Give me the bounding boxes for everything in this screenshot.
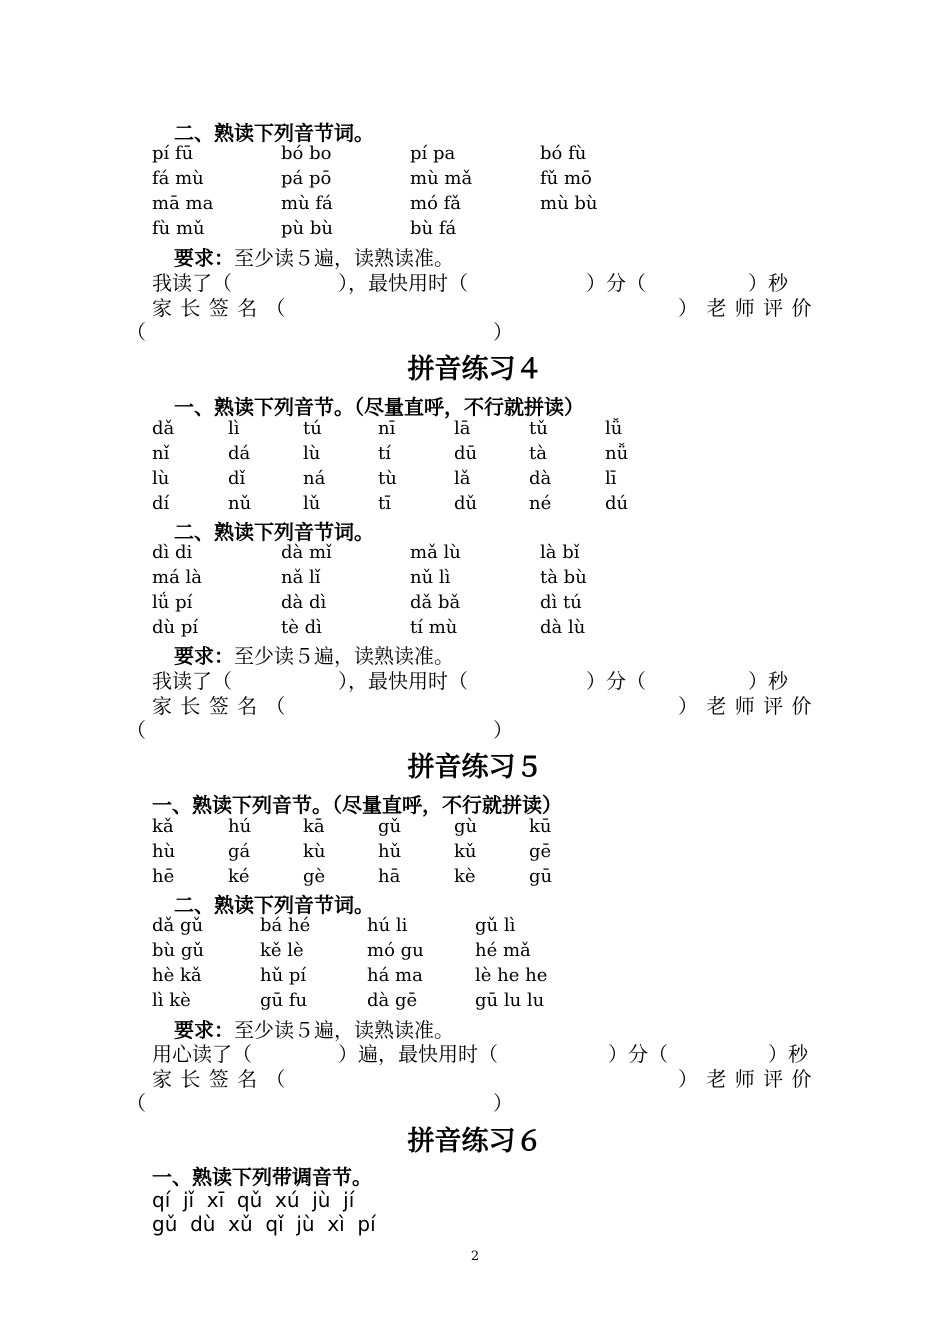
word-cell: mǎ lù: [410, 542, 461, 563]
syllable: kè: [454, 866, 476, 887]
requirement-label: 要求：: [174, 644, 234, 668]
word-cell: dǎ gǔ: [152, 915, 204, 936]
syllable: kǎ: [152, 816, 174, 837]
requirement-label: 要求：: [174, 246, 234, 270]
minutes-label: ）分（: [586, 669, 646, 693]
parent-signature-label: 家 长 签 名 （: [152, 1067, 287, 1091]
syllable: dǎ: [152, 418, 175, 439]
syllable: gù: [454, 816, 478, 837]
word-cell: bá hé: [260, 915, 311, 936]
syllable: dá: [228, 443, 251, 464]
read-count-label: 我读了（: [152, 271, 232, 295]
word-cell: lì kè: [152, 990, 191, 1011]
close-paren: ）: [493, 1091, 513, 1115]
syllable: lī: [605, 468, 617, 489]
section-heading: 一、熟读下列音节。（尽量直呼，不行就拼读）: [174, 395, 584, 419]
minutes-label: ）分（: [586, 271, 646, 295]
word-cell: hé mǎ: [475, 940, 531, 961]
syllable: kā: [303, 816, 325, 837]
open-paren: （: [126, 1091, 146, 1115]
open-paren: （: [126, 320, 146, 344]
syllable: hǔ: [378, 841, 402, 862]
syllable: tí: [378, 443, 391, 464]
minutes-label: ）分（: [608, 1042, 668, 1066]
syllable: kū: [529, 816, 552, 837]
word-cell: pù bù: [281, 218, 333, 239]
word-cell: mó gu: [367, 940, 424, 961]
syllable: lì: [228, 418, 240, 439]
syllable: lā: [454, 418, 471, 439]
section-heading: 一、熟读下列音节。（尽量直呼，不行就拼读）: [152, 793, 562, 817]
syllable: gá: [228, 841, 251, 862]
teacher-evaluation-label: ） 老 师 评 价: [678, 694, 813, 718]
syllable: tà: [529, 443, 547, 464]
section-heading: 一、熟读下列带调音节。: [152, 1165, 372, 1189]
syllable: hù: [152, 841, 176, 862]
read-count-label: 我读了（: [152, 669, 232, 693]
syllable-line: qí jǐ xī qǔ xú jù jí: [152, 1188, 355, 1212]
parent-signature-label: 家 长 签 名 （: [152, 694, 287, 718]
word-cell: gū lu lu: [475, 990, 545, 1011]
word-cell: mù mǎ: [410, 168, 473, 189]
close-paren: ）: [493, 718, 513, 742]
syllable: nǐ: [152, 443, 170, 464]
syllable: dū: [454, 443, 478, 464]
word-cell: dà lù: [540, 617, 586, 638]
syllable: nǚ: [605, 443, 629, 464]
syllable: lù: [152, 468, 170, 489]
word-cell: dà mǐ: [281, 542, 332, 563]
word-cell: hè kǎ: [152, 965, 202, 986]
syllable: gǔ: [378, 816, 402, 837]
syllable: kù: [303, 841, 326, 862]
syllable: gū: [529, 866, 553, 887]
syllable: dǔ: [454, 493, 478, 514]
word-cell: dà dì: [281, 592, 327, 613]
word-cell: mù bù: [540, 193, 598, 214]
word-cell: fá mù: [152, 168, 204, 189]
word-cell: pá pō: [281, 168, 332, 189]
word-cell: tà bù: [540, 567, 587, 588]
syllable: lǔ: [303, 493, 321, 514]
word-cell: lǘ pí: [152, 592, 193, 613]
word-cell: dì tú: [540, 592, 582, 613]
open-paren: （: [126, 718, 146, 742]
fastest-time-label: ）遍，最快用时（: [338, 1042, 498, 1066]
word-cell: mó fǎ: [410, 193, 462, 214]
syllable: lǎ: [454, 468, 471, 489]
word-cell: mā ma: [152, 193, 214, 214]
read-count-label: 用心读了（: [152, 1042, 252, 1066]
requirement-text: 至少读５遍，读熟读准。: [234, 246, 454, 270]
fastest-time-label: ），最快用时（: [338, 669, 468, 693]
word-cell: lè he he: [475, 965, 548, 986]
practice-title: 拼音练习４: [407, 354, 543, 385]
seconds-label: ）秒: [748, 669, 788, 693]
syllable: gè: [303, 866, 326, 887]
word-cell: hú li: [367, 915, 408, 936]
syllable: dǐ: [228, 468, 246, 489]
syllable: ké: [228, 866, 250, 887]
word-cell: tè dì: [281, 617, 322, 638]
word-cell: fù mǔ: [152, 218, 205, 239]
practice-title: 拼音练习６: [407, 1126, 543, 1157]
fastest-time-label: ），最快用时（: [338, 271, 468, 295]
syllable: gē: [529, 841, 552, 862]
syllable: dà: [529, 468, 552, 489]
syllable: lǚ: [605, 418, 623, 439]
page-number: 2: [470, 1249, 480, 1264]
word-cell: nǎ lǐ: [281, 567, 321, 588]
syllable: hā: [378, 866, 401, 887]
syllable: tú: [303, 418, 322, 439]
word-cell: bù fá: [410, 218, 457, 239]
syllable: tī: [378, 493, 391, 514]
word-cell: pí fū: [152, 143, 194, 164]
word-cell: bù gǔ: [152, 940, 204, 961]
seconds-label: ）秒: [748, 271, 788, 295]
syllable: né: [529, 493, 552, 514]
syllable: tǔ: [529, 418, 548, 439]
syllable: dí: [152, 493, 170, 514]
section-heading: 二、熟读下列音节词。: [174, 121, 374, 145]
word-cell: bó bo: [281, 143, 332, 164]
practice-title: 拼音练习５: [407, 752, 543, 783]
syllable: ná: [303, 468, 326, 489]
word-cell: kě lè: [260, 940, 304, 961]
word-cell: hǔ pí: [260, 965, 307, 986]
teacher-evaluation-label: ） 老 师 评 价: [678, 1067, 813, 1091]
word-cell: gǔ lì: [475, 915, 516, 936]
syllable: kǔ: [454, 841, 477, 862]
syllable: hú: [228, 816, 252, 837]
parent-signature-label: 家 长 签 名 （: [152, 296, 287, 320]
word-cell: gū fu: [260, 990, 308, 1011]
syllable: hē: [152, 866, 175, 887]
syllable: lù: [303, 443, 321, 464]
word-cell: dǎ bǎ: [410, 592, 461, 613]
word-cell: mù fá: [281, 193, 333, 214]
requirement-text: 至少读５遍，读熟读准。: [234, 644, 454, 668]
word-cell: là bǐ: [540, 542, 580, 563]
close-paren: ）: [493, 320, 513, 344]
syllable: nǔ: [228, 493, 252, 514]
syllable: dú: [605, 493, 629, 514]
requirement-label: 要求：: [174, 1018, 234, 1042]
word-cell: dà gē: [367, 990, 418, 1011]
teacher-evaluation-label: ） 老 师 评 价: [678, 296, 813, 320]
syllable: nī: [378, 418, 396, 439]
word-cell: nǔ lì: [410, 567, 451, 588]
word-cell: má là: [152, 567, 203, 588]
word-cell: fǔ mō: [540, 168, 592, 189]
requirement-text: 至少读５遍，读熟读准。: [234, 1018, 454, 1042]
section-heading: 二、熟读下列音节词。: [174, 893, 374, 917]
syllable: tù: [378, 468, 397, 489]
seconds-label: ）秒: [768, 1042, 808, 1066]
word-cell: pí pa: [410, 143, 456, 164]
word-cell: tí mù: [410, 617, 458, 638]
word-cell: há ma: [367, 965, 423, 986]
section-heading: 二、熟读下列音节词。: [174, 520, 374, 544]
word-cell: dì di: [152, 542, 193, 563]
syllable-line: gǔ dù xǔ qǐ jù xì pí: [152, 1212, 376, 1236]
word-cell: bó fù: [540, 143, 587, 164]
word-cell: dù pí: [152, 617, 199, 638]
